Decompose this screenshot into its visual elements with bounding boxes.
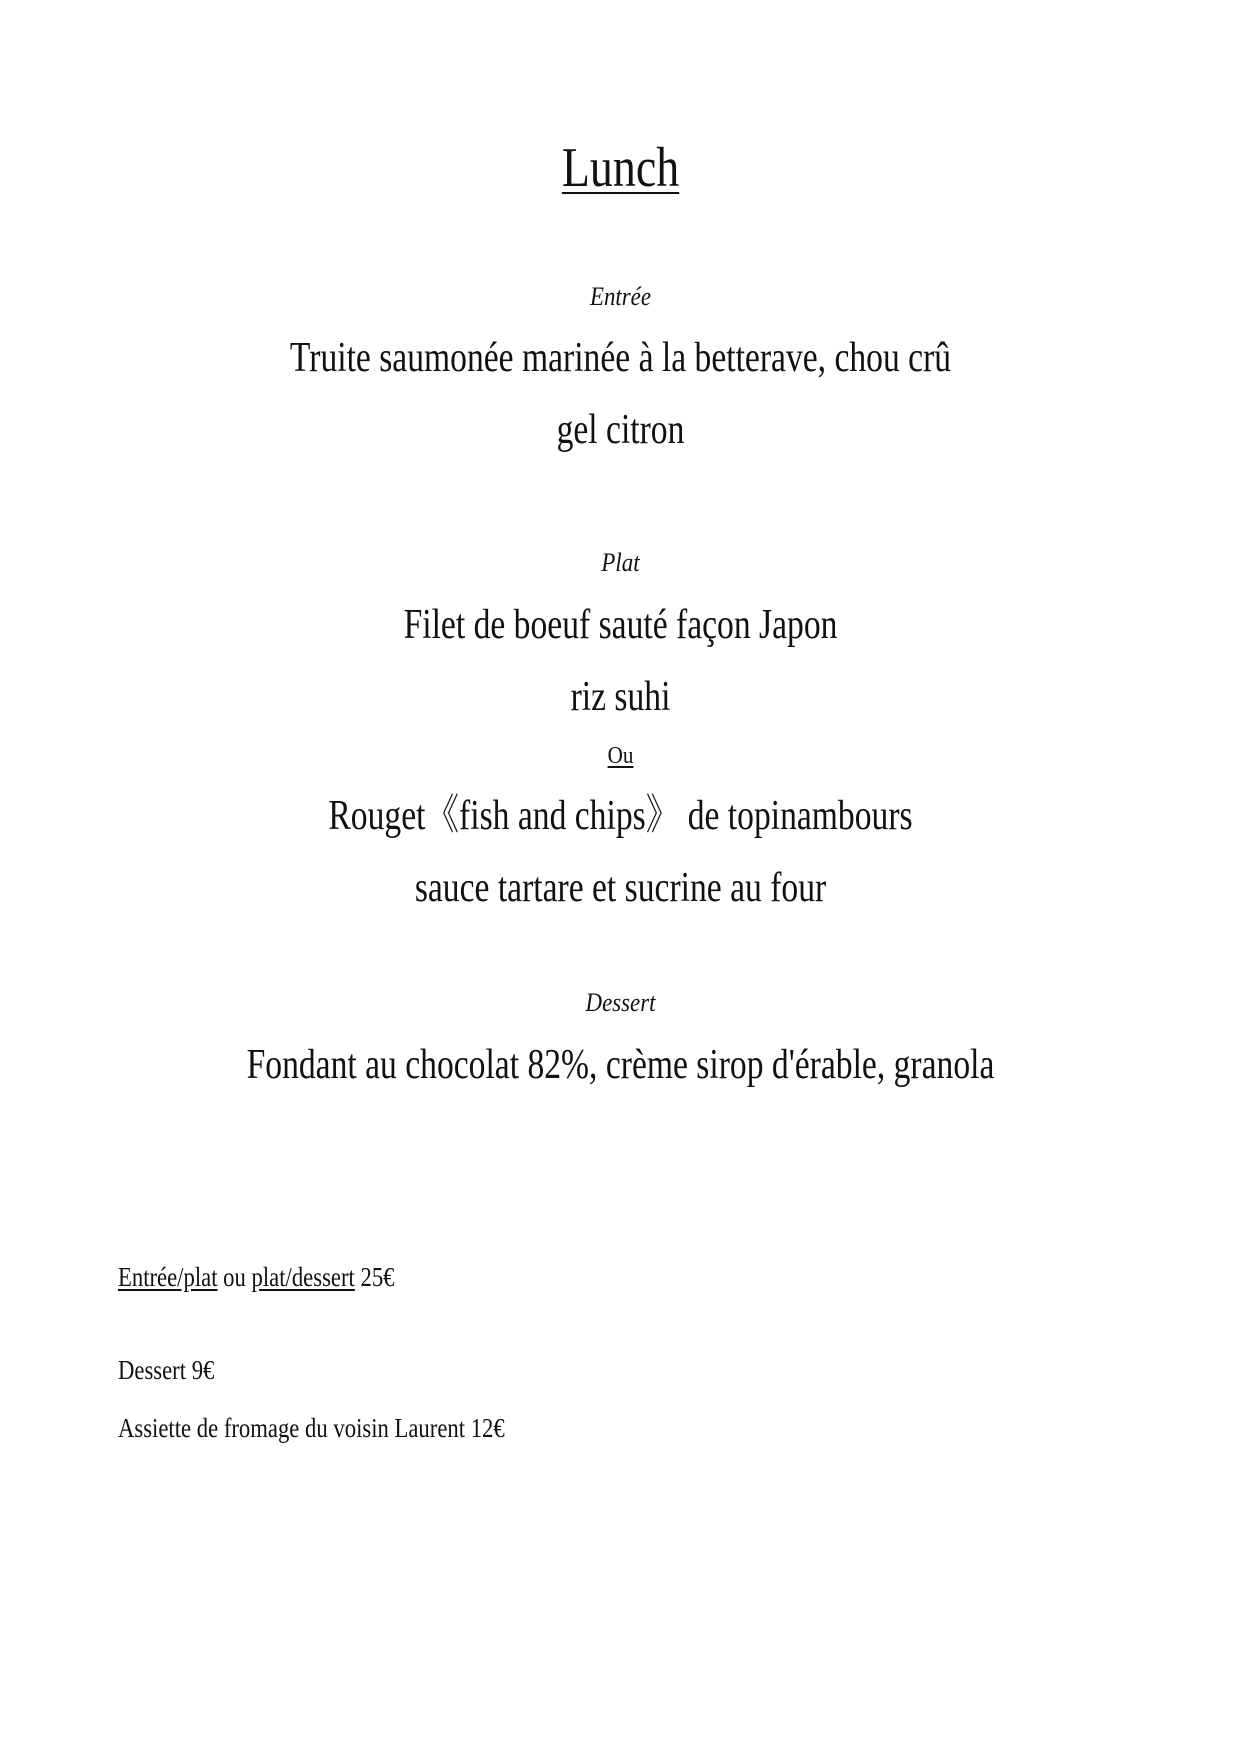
plat-option2-line-2: sauce tartare et sucrine au four <box>414 865 827 911</box>
menu-title: Lunch <box>561 137 680 199</box>
entree-label: Entrée <box>590 282 651 311</box>
dessert-label: Dessert <box>585 988 656 1017</box>
plat-option2-line-1: Rouget《fish and chips》 de topinambours <box>328 793 913 839</box>
plat-label: Plat <box>601 548 640 577</box>
formula-entree-plat: Entrée/plat <box>118 1262 218 1292</box>
dessert-price-line: Dessert 9€ <box>118 1355 215 1385</box>
formula-plat-dessert: plat/dessert <box>251 1262 355 1292</box>
formula-price-line <box>118 1261 395 1293</box>
entree-line-2: gel citron <box>556 407 685 453</box>
formula-connector: ou <box>217 1262 252 1292</box>
entree-line-1: Truite saumonée marinée à la betterave, chou crû <box>289 335 952 381</box>
formula-price: 25€ <box>354 1262 395 1292</box>
or-separator: Ou <box>607 743 634 769</box>
plat-option1-line-1: Filet de boeuf sauté façon Japon <box>403 602 838 648</box>
plat-option1-line-2: riz suhi <box>570 674 671 720</box>
cheese-price-line: Assiette de fromage du voisin Laurent 12€ <box>118 1413 505 1443</box>
dessert-line: Fondant au chocolat 82%, crème sirop d'érable, granola <box>246 1042 995 1088</box>
